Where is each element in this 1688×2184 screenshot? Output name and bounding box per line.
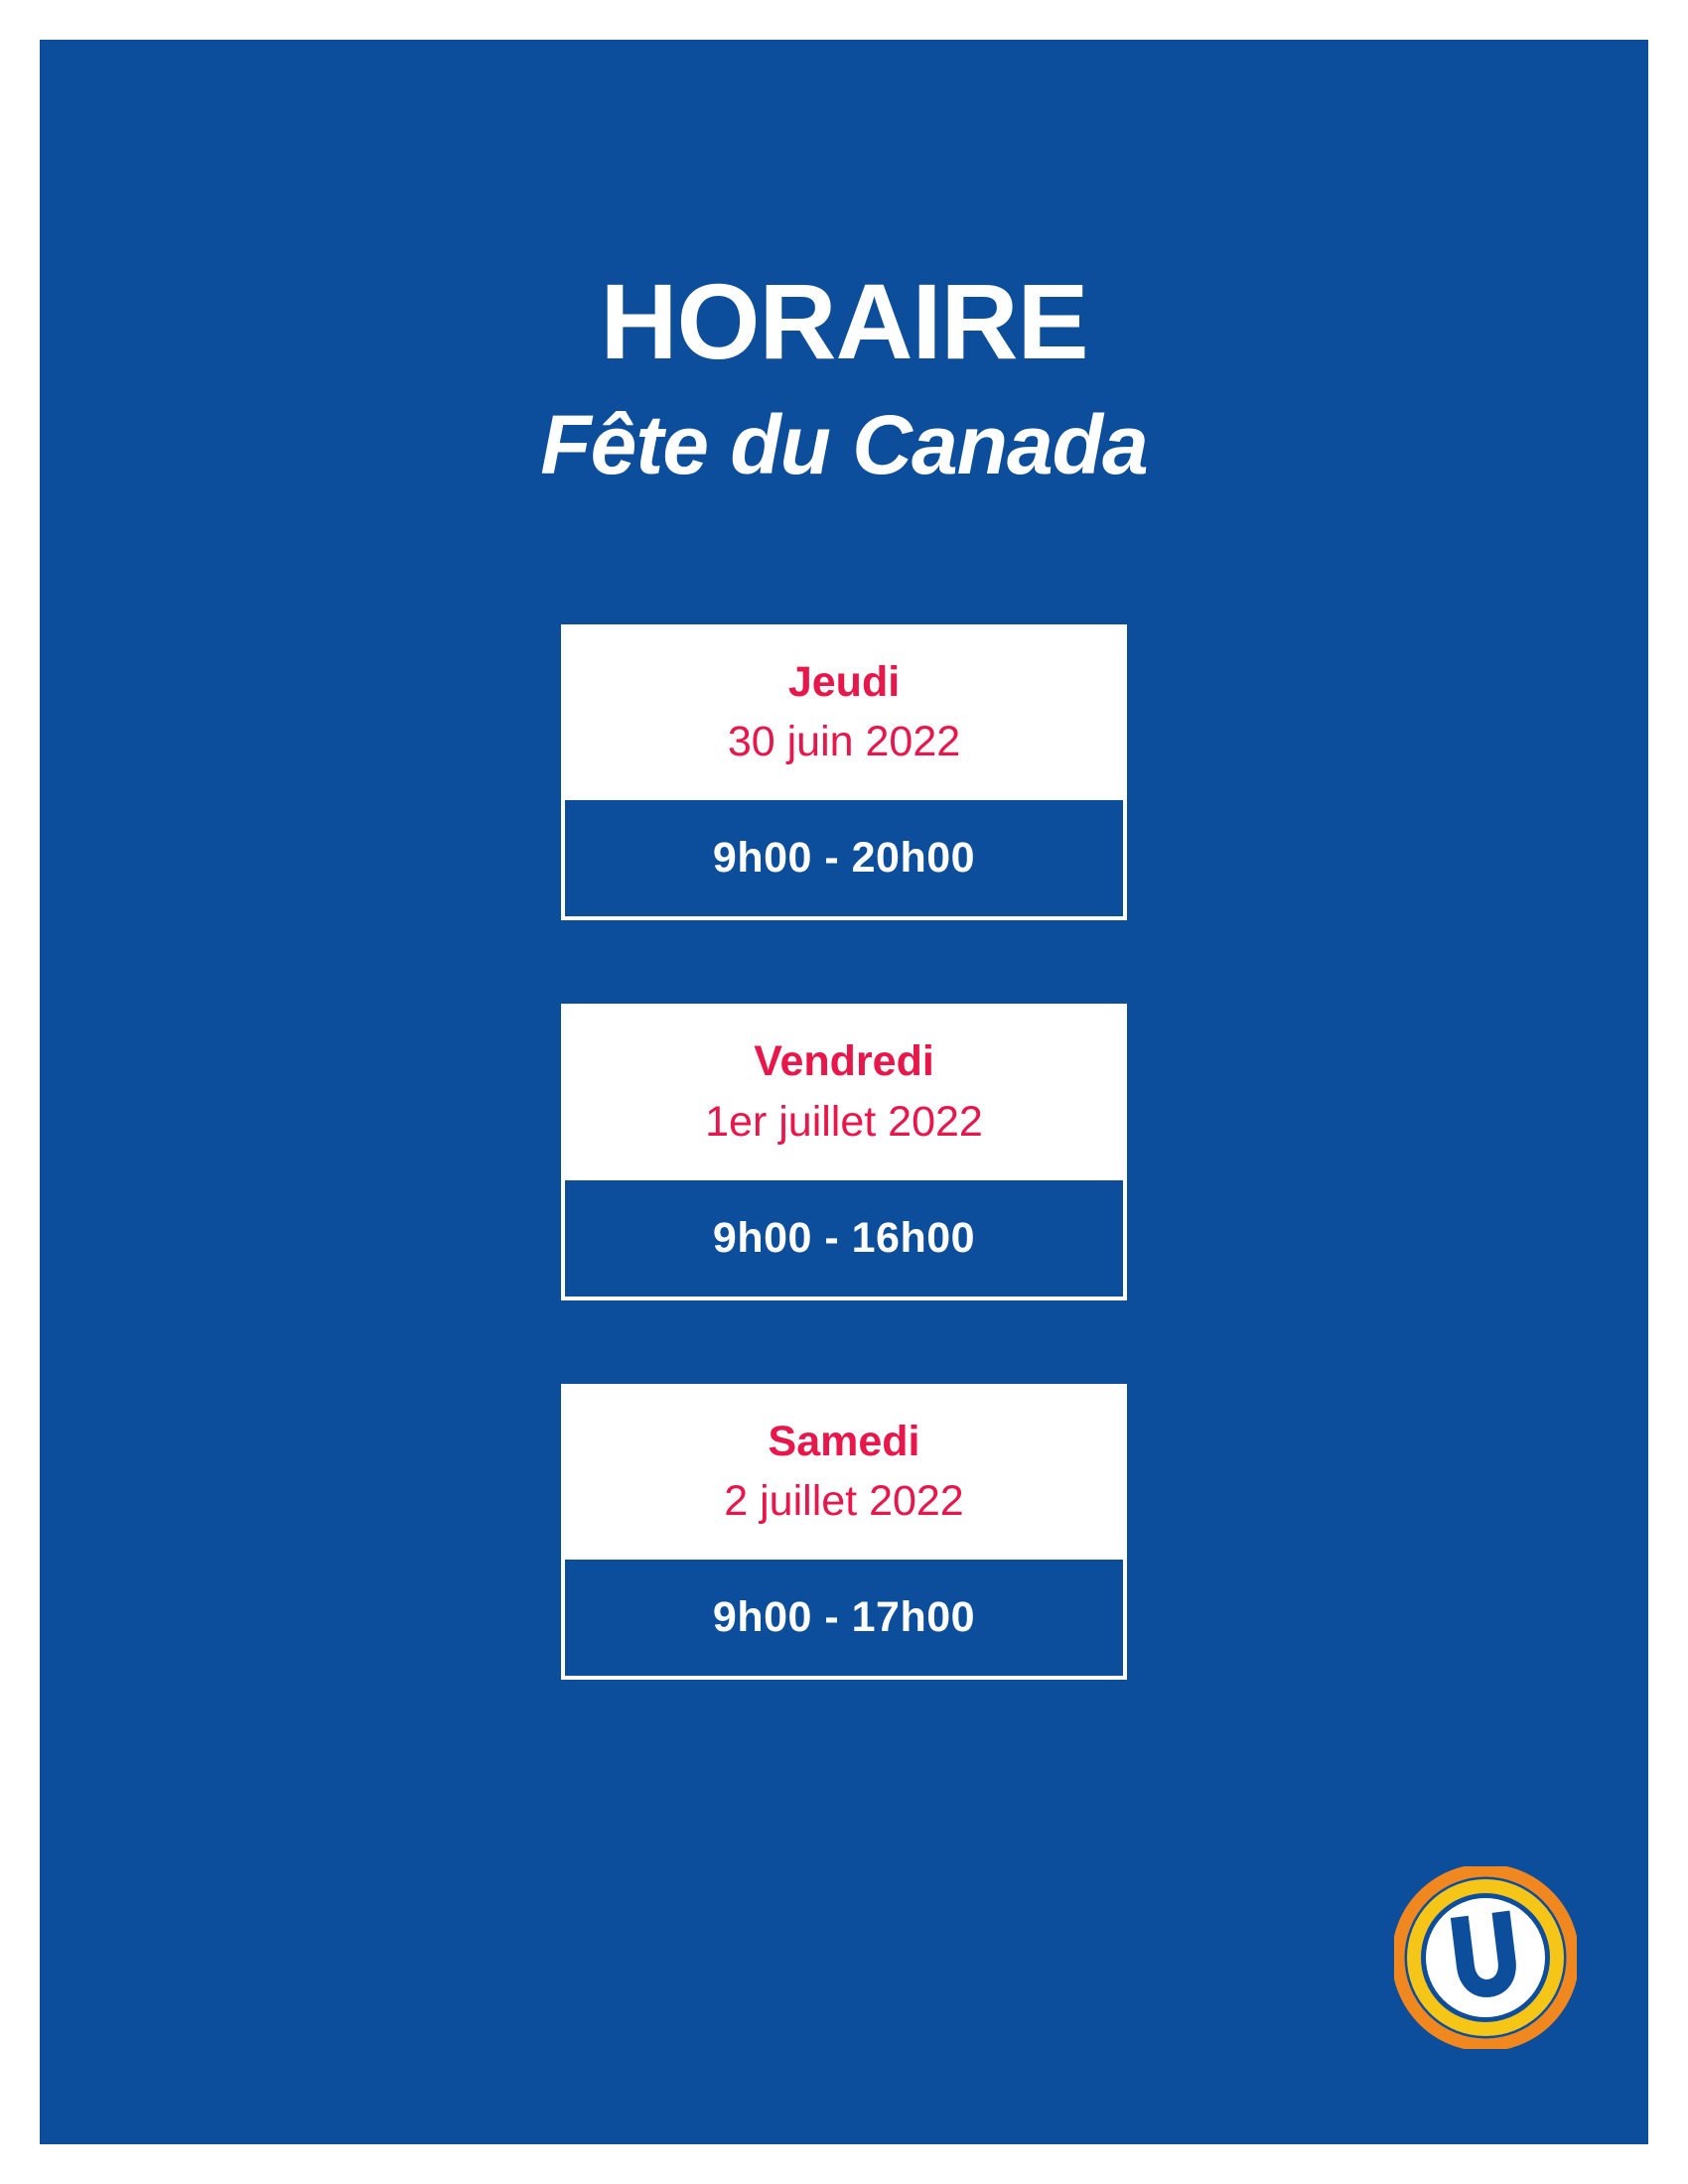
schedule-hours-label: 9h00 - 16h00	[712, 1213, 976, 1262]
schedule-card-header	[565, 628, 1123, 796]
poster-header	[40, 40, 1648, 497]
schedule-card-hours-bar	[565, 796, 1123, 916]
schedule-card-hours-bar	[565, 1176, 1123, 1297]
schedule-hours-label: 9h00 - 20h00	[712, 834, 976, 883]
schedule-card-header	[565, 1388, 1123, 1556]
schedule-date-label: 30 juin 2022	[727, 718, 961, 766]
schedule-list	[40, 624, 1648, 1680]
schedule-card-header	[565, 1008, 1123, 1175]
schedule-day-label: Samedi	[768, 1417, 920, 1465]
schedule-hours-label: 9h00 - 17h00	[712, 1593, 976, 1642]
schedule-date-label: 2 juillet 2022	[724, 1477, 964, 1526]
schedule-day-label: Jeudi	[787, 658, 901, 706]
page-subtitle: Fête du Canada	[540, 398, 1148, 491]
poster-canvas	[40, 40, 1648, 2144]
schedule-card	[561, 1384, 1127, 1680]
schedule-card	[561, 1004, 1127, 1299]
schedule-day-label: Vendredi	[754, 1037, 934, 1086]
schedule-date-label: 1er juillet 2022	[705, 1097, 983, 1146]
page-title: HORAIRE	[600, 261, 1088, 381]
schedule-card	[561, 624, 1127, 920]
schedule-card-hours-bar	[565, 1556, 1123, 1676]
coop-u-logo-icon	[1394, 1866, 1577, 2049]
